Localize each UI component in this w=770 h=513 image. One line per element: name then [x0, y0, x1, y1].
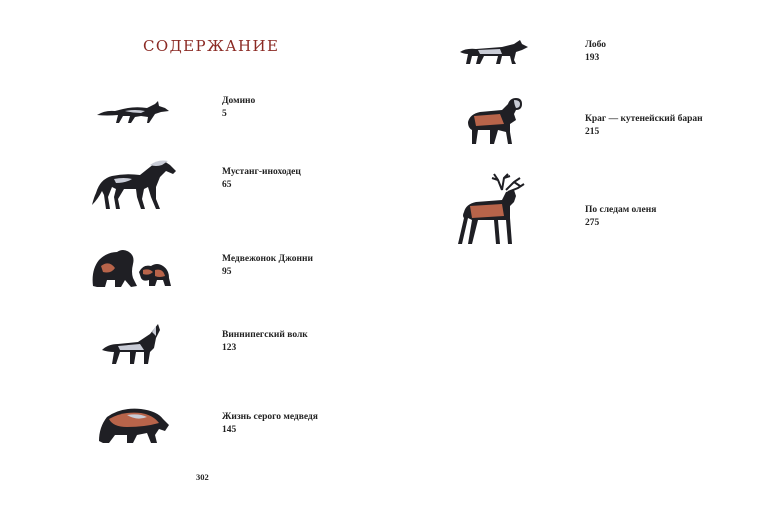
page-number: 302 — [196, 472, 209, 482]
entry-page: 65 — [222, 180, 232, 190]
entry-title: Виннипегский волк — [222, 330, 308, 340]
toc-entry[interactable] — [585, 114, 703, 137]
howling-wolf-icon — [98, 322, 168, 368]
toc-entry[interactable] — [585, 205, 656, 228]
toc-entry[interactable] — [222, 412, 318, 435]
entry-page: 215 — [585, 127, 600, 137]
toc-entry[interactable] — [222, 96, 255, 119]
entry-title: Краг — кутенейский баран — [585, 114, 703, 124]
deer-icon — [458, 172, 530, 246]
contents-heading: СОДЕРЖАНИЕ — [143, 37, 280, 55]
toc-entry[interactable] — [222, 254, 313, 277]
grizzly-icon — [97, 403, 171, 447]
entry-page: 95 — [222, 267, 232, 277]
entry-page: 275 — [585, 218, 600, 228]
bears-icon — [91, 246, 173, 290]
entry-page: 193 — [585, 53, 600, 63]
ram-icon — [464, 96, 526, 148]
fox-icon — [95, 98, 171, 126]
entry-title: Жизнь серого медведя — [222, 412, 318, 422]
toc-entry[interactable] — [585, 40, 606, 63]
entry-title: По следам оленя — [585, 205, 657, 215]
entry-page: 5 — [222, 109, 227, 119]
entry-page: 123 — [222, 343, 237, 353]
entry-title: Медвежонок Джонни — [222, 254, 313, 264]
entry-page: 145 — [222, 425, 237, 435]
entry-title: Домино — [222, 96, 256, 106]
entry-title: Мустанг-иноходец — [222, 167, 301, 177]
toc-entry[interactable] — [222, 330, 308, 353]
wolf-icon — [458, 38, 530, 66]
entry-title: Лобо — [585, 40, 606, 50]
toc-entry[interactable] — [222, 167, 301, 190]
horse-icon — [90, 157, 180, 211]
